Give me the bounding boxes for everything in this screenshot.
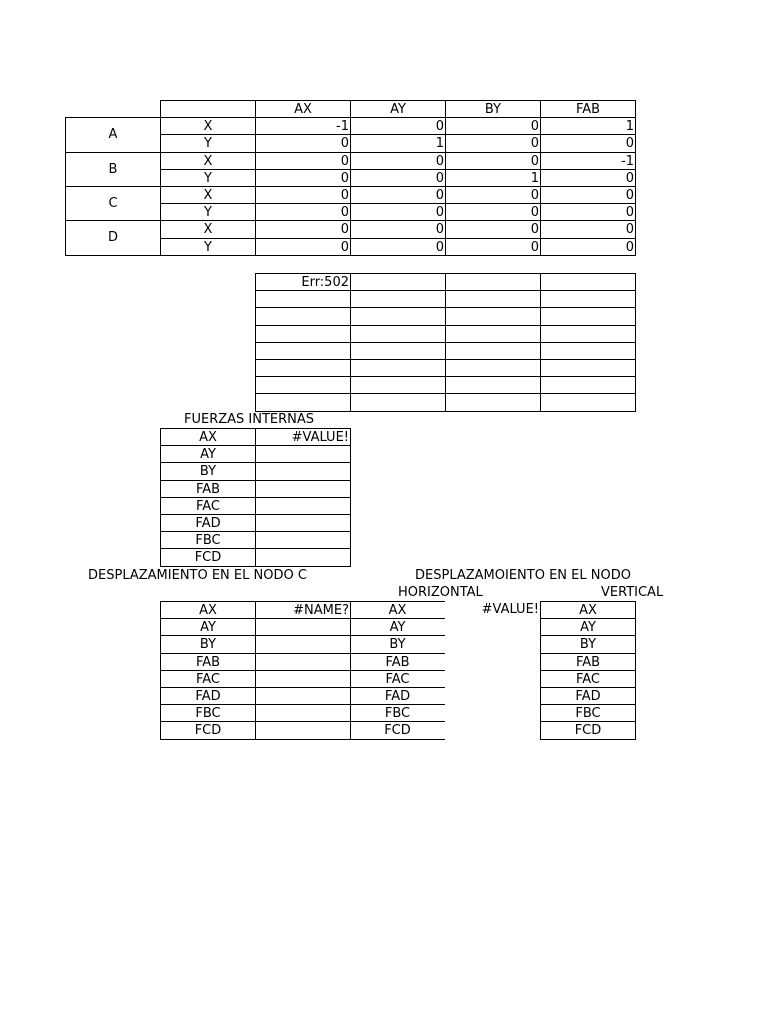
force-value[interactable]: [255, 497, 351, 515]
displacement-label[interactable]: FAD: [540, 687, 636, 705]
inverse-cell[interactable]: [350, 290, 446, 308]
displacement-label[interactable]: BY: [350, 635, 445, 653]
displacement-label[interactable]: FBC: [540, 704, 636, 722]
force-value[interactable]: [255, 462, 351, 480]
inverse-cell[interactable]: [350, 307, 446, 325]
matrix-cell[interactable]: 1: [350, 134, 446, 152]
displacement-label[interactable]: AY: [350, 618, 445, 636]
force-value[interactable]: #VALUE!: [255, 428, 351, 446]
inverse-cell[interactable]: [445, 325, 541, 343]
matrix-cell[interactable]: 0: [350, 238, 446, 256]
inverse-cell[interactable]: [255, 342, 351, 360]
displacement-value[interactable]: #VALUE!: [481, 602, 539, 617]
matrix-cell[interactable]: 0: [350, 220, 446, 238]
matrix-header-cell[interactable]: AY: [350, 100, 446, 118]
direction-label[interactable]: X: [160, 220, 256, 238]
matrix-cell[interactable]: 0: [445, 220, 541, 238]
matrix-cell[interactable]: 0: [445, 152, 541, 170]
node-label[interactable]: A: [65, 117, 161, 152]
force-label[interactable]: FCD: [160, 548, 256, 566]
displacement-label[interactable]: FAB: [350, 653, 445, 671]
inverse-cell[interactable]: [255, 359, 351, 377]
matrix-cell[interactable]: 0: [350, 152, 446, 170]
matrix-cell[interactable]: 0: [255, 152, 351, 170]
matrix-cell[interactable]: -1: [255, 117, 351, 135]
force-label[interactable]: FAD: [160, 514, 256, 532]
direction-label[interactable]: Y: [160, 238, 256, 256]
inverse-cell[interactable]: [445, 342, 541, 360]
force-label[interactable]: BY: [160, 462, 256, 480]
inverse-cell[interactable]: [540, 307, 636, 325]
node-label[interactable]: D: [65, 220, 161, 255]
displacement-label[interactable]: FAD: [350, 687, 445, 705]
matrix-cell[interactable]: 0: [445, 186, 541, 204]
inverse-cell[interactable]: [445, 290, 541, 308]
displacement-label[interactable]: FCD: [350, 721, 445, 739]
matrix-cell[interactable]: 0: [350, 117, 446, 135]
inverse-cell[interactable]: [350, 325, 446, 343]
displacement-value[interactable]: [255, 618, 351, 636]
direction-label[interactable]: X: [160, 117, 256, 135]
displacement-label[interactable]: FCD: [160, 721, 256, 739]
displacement-value[interactable]: [255, 721, 351, 739]
inverse-cell[interactable]: Err:502: [255, 273, 351, 291]
inverse-cell[interactable]: [540, 376, 636, 394]
matrix-cell[interactable]: 0: [540, 134, 636, 152]
inverse-cell[interactable]: [255, 325, 351, 343]
matrix-header-blank[interactable]: [160, 100, 256, 118]
matrix-cell[interactable]: 0: [255, 203, 351, 221]
displacement-label[interactable]: FAC: [160, 670, 256, 688]
displacement-label[interactable]: FAB: [540, 653, 636, 671]
inverse-cell[interactable]: [350, 273, 446, 291]
matrix-cell[interactable]: 0: [540, 220, 636, 238]
displacement-label[interactable]: FAC: [540, 670, 636, 688]
inverse-cell[interactable]: [350, 376, 446, 394]
displacement-label[interactable]: BY: [540, 635, 636, 653]
matrix-cell[interactable]: 0: [255, 220, 351, 238]
displacement-label[interactable]: AX: [160, 601, 256, 619]
node-label[interactable]: B: [65, 152, 161, 187]
inverse-cell[interactable]: [540, 290, 636, 308]
matrix-cell[interactable]: 0: [445, 117, 541, 135]
matrix-header-cell[interactable]: BY: [445, 100, 541, 118]
direction-label[interactable]: Y: [160, 203, 256, 221]
inverse-cell[interactable]: [255, 376, 351, 394]
displacement-label[interactable]: FBC: [350, 704, 445, 722]
inverse-cell[interactable]: [350, 359, 446, 377]
matrix-cell[interactable]: 0: [445, 134, 541, 152]
direction-label[interactable]: X: [160, 186, 256, 204]
label-vertical: VERTICAL: [601, 585, 664, 600]
inverse-cell[interactable]: [445, 307, 541, 325]
matrix-cell[interactable]: 1: [540, 117, 636, 135]
displacement-value[interactable]: #NAME?: [255, 601, 351, 619]
matrix-cell[interactable]: 0: [540, 169, 636, 187]
direction-label[interactable]: Y: [160, 169, 256, 187]
inverse-cell[interactable]: [255, 290, 351, 308]
section-title-displacement-node: DESPLAZAMOIENTO EN EL NODO: [415, 568, 631, 583]
inverse-cell[interactable]: [540, 325, 636, 343]
force-value[interactable]: [255, 531, 351, 549]
inverse-cell[interactable]: [350, 342, 446, 360]
displacement-label[interactable]: AY: [160, 618, 256, 636]
force-label[interactable]: FBC: [160, 531, 256, 549]
matrix-cell[interactable]: 1: [445, 169, 541, 187]
matrix-cell[interactable]: 0: [255, 238, 351, 256]
displacement-label[interactable]: AX: [350, 601, 445, 619]
inverse-cell[interactable]: [255, 307, 351, 325]
matrix-cell[interactable]: 0: [255, 186, 351, 204]
displacement-label[interactable]: FAB: [160, 653, 256, 671]
matrix-cell[interactable]: 0: [255, 169, 351, 187]
displacement-label[interactable]: FAC: [350, 670, 445, 688]
inverse-cell[interactable]: [445, 393, 541, 411]
matrix-cell[interactable]: 0: [350, 203, 446, 221]
inverse-cell[interactable]: [540, 359, 636, 377]
displacement-value[interactable]: [255, 670, 351, 688]
matrix-cell[interactable]: -1: [540, 152, 636, 170]
force-value[interactable]: [255, 514, 351, 532]
displacement-value[interactable]: [255, 704, 351, 722]
displacement-label[interactable]: FAD: [160, 687, 256, 705]
matrix-cell[interactable]: 0: [445, 238, 541, 256]
inverse-cell[interactable]: [445, 273, 541, 291]
inverse-cell[interactable]: [255, 393, 351, 411]
direction-label[interactable]: X: [160, 152, 256, 170]
force-value[interactable]: [255, 445, 351, 463]
inverse-cell[interactable]: [445, 359, 541, 377]
inverse-cell[interactable]: [540, 342, 636, 360]
force-label[interactable]: AY: [160, 445, 256, 463]
section-title-internal-forces: FUERZAS INTERNAS: [184, 412, 315, 427]
direction-label[interactable]: Y: [160, 134, 256, 152]
force-value[interactable]: [255, 548, 351, 566]
inverse-cell[interactable]: [350, 393, 446, 411]
matrix-cell[interactable]: 0: [445, 203, 541, 221]
force-label[interactable]: FAC: [160, 497, 256, 515]
matrix-header-cell[interactable]: FAB: [540, 100, 636, 118]
force-label[interactable]: FAB: [160, 480, 256, 498]
matrix-cell[interactable]: 0: [540, 238, 636, 256]
displacement-value[interactable]: [255, 687, 351, 705]
label-horizontal: HORIZONTAL: [398, 585, 483, 600]
displacement-label[interactable]: AY: [540, 618, 636, 636]
displacement-label[interactable]: AX: [540, 601, 636, 619]
displacement-value[interactable]: [255, 653, 351, 671]
displacement-label[interactable]: BY: [160, 635, 256, 653]
displacement-label[interactable]: FCD: [540, 721, 636, 739]
matrix-cell[interactable]: 0: [540, 186, 636, 204]
displacement-value[interactable]: [255, 635, 351, 653]
matrix-header-cell[interactable]: AX: [255, 100, 351, 118]
force-value[interactable]: [255, 480, 351, 498]
matrix-cell[interactable]: 0: [255, 134, 351, 152]
inverse-cell[interactable]: [540, 273, 636, 291]
matrix-cell[interactable]: 0: [350, 169, 446, 187]
displacement-label[interactable]: FBC: [160, 704, 256, 722]
inverse-cell[interactable]: [445, 376, 541, 394]
force-label[interactable]: AX: [160, 428, 256, 446]
node-label[interactable]: C: [65, 186, 161, 221]
matrix-cell[interactable]: 0: [540, 203, 636, 221]
matrix-cell[interactable]: 0: [350, 186, 446, 204]
inverse-cell[interactable]: [540, 393, 636, 411]
section-title-displacement-c: DESPLAZAMIENTO EN EL NODO C: [88, 568, 307, 583]
